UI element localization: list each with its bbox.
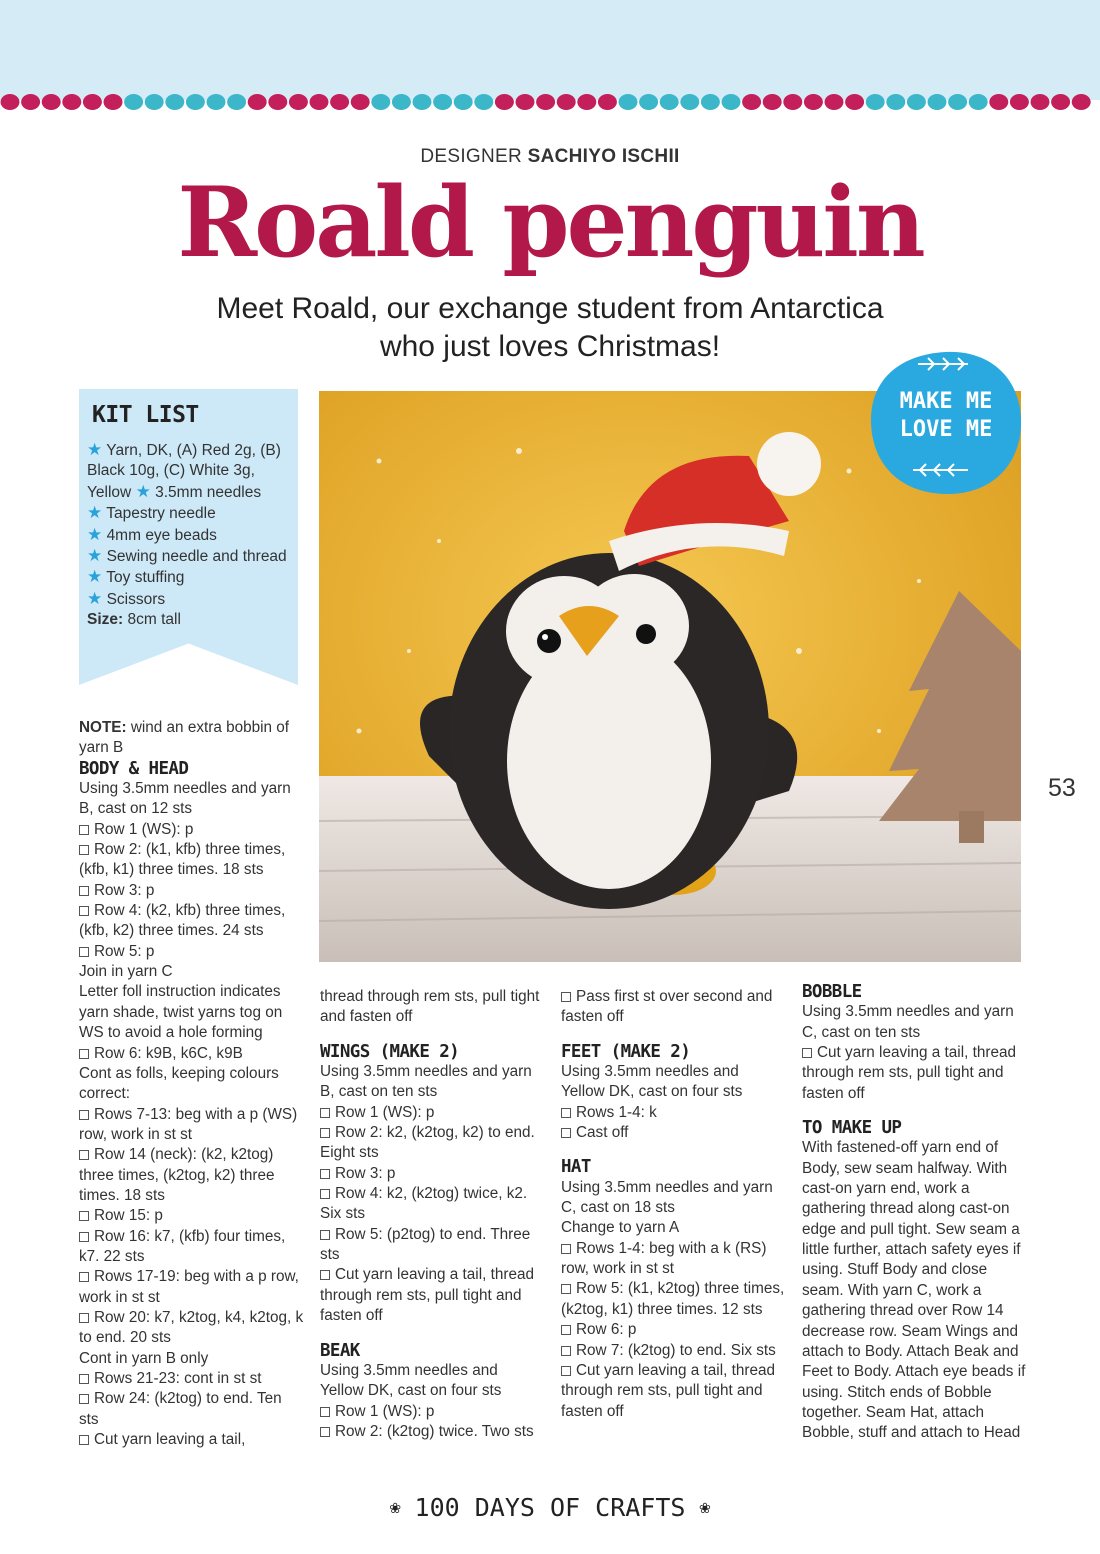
checkbox[interactable] [79,845,89,855]
row-text: Row 4: (k2, kfb) three times, (kfb, k2) three times. 24 sts [79,902,286,940]
heading-bobble: BOBBLE [802,982,862,1002]
row-item [320,1422,545,1442]
checkbox[interactable] [561,1325,571,1335]
instruction: thread through rem sts, pull tight and fasten off [320,988,540,1026]
star-icon: ★ [135,481,151,501]
scallop-dot [454,94,473,110]
scallop-dot [639,94,658,110]
checkbox[interactable] [79,1313,89,1323]
scallop-dot [145,94,164,110]
column-2 [320,987,545,1442]
heading-make-up: TO MAKE UP [802,1118,902,1139]
scallop-dot [1031,94,1050,110]
scallop-dot [248,94,267,110]
scallop-dot [474,94,493,110]
checkbox[interactable] [79,1232,89,1242]
row-text: Row 2: (k1, kfb) three times, (kfb, k1) three times. 18 sts [79,841,286,879]
scallop-dot [742,94,761,110]
scallop-dot [124,94,143,110]
scallop-dot [701,94,720,110]
kit-list-title: KIT LIST [92,402,199,428]
checkbox[interactable] [79,1049,89,1059]
scallop-dot [989,94,1008,110]
footer [0,1493,1100,1522]
checkbox[interactable] [79,1150,89,1160]
heading-wings: WINGS (MAKE 2) [320,1041,460,1062]
checkbox[interactable] [561,1346,571,1356]
checkbox[interactable] [79,825,89,835]
row-item [561,987,786,1028]
scallop-dot [907,94,926,110]
row-item [79,820,304,840]
checkbox[interactable] [561,1108,571,1118]
heading-body-head: BODY & HEAD [79,758,189,779]
scallop-dot [371,94,390,110]
column-4 [802,982,1032,1444]
kit-item: 4mm eye beads [106,526,217,544]
checkbox[interactable] [79,1110,89,1120]
instruction: Using 3.5mm needles and yarn C, cast on ten sts [802,1003,1014,1041]
row-item [320,1123,545,1164]
checkbox[interactable] [79,1394,89,1404]
kit-item: Yarn, DK, (A) Red 2g, (B) Black 10g, (C) White 3g, Yellow [87,442,281,501]
instruction: Letter foll instruction indicates yarn shade, twist yarns tog on WS to avoid a hole forming [79,983,283,1042]
checkbox[interactable] [320,1108,330,1118]
scallop-dot [825,94,844,110]
instruction: Using 3.5mm needles and yarn C, cast on 18 sts [561,1178,773,1217]
row-text: Row 2: k2, (k2tog, k2) to end. Eight sts [320,1124,535,1162]
star-icon: ★ [87,588,103,608]
row-text: Row 3: p [335,1164,396,1182]
scallop-dot [495,94,514,110]
instruction: Join in yarn C [79,963,173,981]
row-item [79,1369,304,1389]
scallop-dot [845,94,864,110]
column-3 [561,987,786,1422]
scallop-dot [948,94,967,110]
row-item [320,1225,545,1266]
instruction: Using 3.5mm needles and Yellow DK, cast on four sts [320,1361,502,1400]
row-text: Pass first st over second and fasten off [561,988,773,1026]
note-text: wind an extra bobbin of yarn B [79,719,290,757]
checkbox[interactable] [79,1374,89,1384]
scallop-dot [804,94,823,110]
checkbox[interactable] [79,1272,89,1282]
checkbox[interactable] [320,1128,330,1138]
scallop-dot [351,94,370,110]
scallop-dot [62,94,81,110]
checkbox[interactable] [320,1270,330,1280]
star-icon: ★ [87,546,103,566]
checkbox[interactable] [79,906,89,916]
row-item [561,1279,786,1320]
heading-feet: FEET (MAKE 2) [561,1041,691,1062]
star-icon: ★ [87,524,103,544]
scallop-dot [21,94,40,110]
scallop-dot [660,94,679,110]
scallop-dot [969,94,988,110]
kit-item: Tapestry needle [106,505,216,523]
row-text: Cut yarn leaving a tail, thread through rem sts, pull tight and fasten off [320,1266,534,1325]
flower-icon: ❀ [699,1497,711,1518]
row-text: Cast off [576,1124,629,1142]
checkbox[interactable] [79,1211,89,1221]
note-label: NOTE: [79,719,127,736]
scallop-dot [330,94,349,110]
row-text: Row 1 (WS): p [94,820,194,838]
badge-line2: LOVE ME [899,417,993,442]
row-text: Row 7: (k2tog) to end. Six sts [576,1341,776,1359]
instruction: With fastened-off yarn end of Body, sew seam halfway. With cast-on yarn end, work a gathering thread along cast-on edge and pull tight. Sew seam a little further, attach safety eyes if using. Stuff Body and close seam. With yarn C, work a gathering thread over Row 14 decrease row. Seam Wings and attach to Body. Attach Beak and Feet to Body. Attach eye beads if using. Stitch ends of Bobble together. Seam Hat, attach Bobble, stuff and attach to Head [802,1139,1026,1442]
row-item [320,1103,545,1123]
scallop-dot [433,94,452,110]
checkbox[interactable] [561,1128,571,1138]
row-text: Rows 21-23: cont in st st [94,1370,262,1387]
checkbox[interactable] [79,1435,89,1445]
row-text: Row 6: k9B, k6C, k9B [94,1044,243,1062]
checkbox[interactable] [79,947,89,957]
instruction: Using 3.5mm needles and yarn B, cast on 12 sts [79,780,291,818]
row-text: Row 3: p [94,881,155,899]
row-text: Row 16: k7, (kfb) four times, k7. 22 sts [79,1227,286,1265]
row-item [802,1043,1032,1104]
row-text: Cut yarn leaving a tail, thread through rem sts, pull tight and fasten off [802,1044,1016,1102]
instruction: Using 3.5mm needles and yarn B, cast on ten sts [320,1063,532,1101]
row-text: Cut yarn leaving a tail, thread through rem sts, pull tight and fasten off [561,1361,775,1420]
row-item [79,1145,304,1206]
row-item [561,1320,786,1340]
subtitle-line: Meet Roald, our exchange student from Antarctica [216,292,884,325]
row-item [561,1123,786,1143]
scallop-dot [763,94,782,110]
scallop-dot [866,94,885,110]
scallop-dot [536,94,555,110]
scallop-dot [598,94,617,110]
scallop-dot [928,94,947,110]
scallop-dot [1010,94,1029,110]
row-text: Row 5: (p2tog) to end. Three sts [320,1225,531,1264]
row-item [561,1361,786,1422]
scallop-dot [186,94,205,110]
row-item [320,1184,545,1225]
scallop-dot [557,94,576,110]
instruction: Cont as folls, keeping colours correct: [79,1064,279,1103]
scallop-dot [392,94,411,110]
checkbox[interactable] [802,1048,812,1058]
scallop-dot [619,94,638,110]
scallop-dot [83,94,102,110]
checkbox[interactable] [561,1284,571,1294]
row-text: Cut yarn leaving a tail, [94,1431,246,1449]
checkbox[interactable] [320,1407,330,1417]
row-text: Row 1 (WS): p [335,1103,435,1121]
checkbox[interactable] [320,1427,330,1437]
scallop-dot [516,94,535,110]
row-text: Row 5: (k1, k2tog) three times, (k2tog, k1) three times. 12 sts [561,1280,785,1318]
subtitle [150,290,950,366]
scallop-dot [165,94,184,110]
kit-item: Scissors [106,590,166,608]
row-text: Rows 7-13: beg with a p (WS) row, work in st st [79,1105,298,1143]
row-item [79,1389,304,1430]
checkbox[interactable] [561,1244,571,1254]
page-title: Roald penguin [177,166,923,279]
row-text: Rows 1-4: k [576,1103,657,1121]
scallop-dot [289,94,308,110]
designer-label: DESIGNER [420,146,523,167]
size-value: 8cm tall [127,611,181,628]
scallop-dot [1,94,20,110]
footer-text: 100 DAYS OF CRAFTS [414,1493,686,1522]
row-item [79,1430,304,1450]
row-item [79,1267,304,1308]
row-item [79,942,304,962]
scallop-dot [207,94,226,110]
row-item [561,1341,786,1361]
scallop-dot [722,94,741,110]
row-text: Row 20: k7, k2tog, k4, k2tog, k to end. 20 sts [79,1308,304,1347]
row-item [79,1308,304,1349]
row-text: Row 6: p [576,1321,637,1339]
row-item [79,1206,304,1226]
star-icon: ★ [87,567,103,587]
row-item [320,1164,545,1184]
star-icon: ★ [87,503,103,523]
row-item [79,901,304,942]
designer-credit [0,146,1100,168]
row-item [79,1227,304,1268]
column-1 [79,718,304,1450]
scallop-dot [413,94,432,110]
kit-list-items [87,440,292,610]
row-item [79,881,304,901]
checkbox[interactable] [79,886,89,896]
row-item [561,1239,786,1280]
scallop-dot [42,94,61,110]
row-item [320,1402,545,1422]
page-number: 53 [1048,774,1076,802]
row-item [561,1103,786,1123]
scallop-dot [1051,94,1070,110]
scallop-dot [268,94,287,110]
checkbox[interactable] [561,992,571,1002]
row-text: Row 5: p [94,942,155,960]
checkbox[interactable] [320,1189,330,1199]
row-text: Row 15: p [94,1207,163,1225]
scallop-dot [227,94,246,110]
flower-icon: ❀ [389,1497,401,1518]
scallop-dot [1072,94,1091,110]
row-text: Rows 17-19: beg with a p row, work in st st [79,1268,299,1306]
designer-name: SACHIYO ISCHII [527,146,680,167]
row-text: Row 14 (neck): (k2, k2tog) three times, (k2tog, k2) three times. 18 sts [79,1146,275,1204]
subtitle-line: who just loves Christmas! [379,330,721,363]
row-item [79,1105,304,1146]
size-label: Size: [87,611,124,628]
star-icon: ★ [87,440,103,459]
heading-hat: HAT [561,1157,591,1178]
row-item [320,1265,545,1326]
instruction: Change to yarn A [561,1219,680,1237]
kit-item: Toy stuffing [106,569,185,587]
scalloped-border [0,92,1100,112]
checkbox[interactable] [561,1366,571,1376]
top-band [0,0,1100,100]
instruction: Cont in yarn B only [79,1349,209,1367]
scallop-dot [886,94,905,110]
scallop-dot [577,94,596,110]
kit-item: Sewing needle and thread [106,548,287,566]
row-item [79,1044,304,1064]
scallop-dot [104,94,123,110]
row-text: Row 1 (WS): p [335,1402,435,1420]
scallop-dot [310,94,329,110]
scallop-dot [680,94,699,110]
kit-size [87,611,181,629]
checkbox[interactable] [320,1230,330,1240]
row-text: Row 24: (k2tog) to end. Ten sts [79,1390,282,1428]
make-me-love-me-badge [868,348,1024,498]
row-item [79,840,304,881]
heading-beak: BEAK [320,1340,360,1361]
kit-item: 3.5mm needles [155,483,262,501]
badge-line1: MAKE ME [899,389,993,414]
row-text: Rows 1-4: beg with a k (RS) row, work in st st [561,1239,767,1278]
scallop-dot [783,94,802,110]
row-text: Row 4: k2, (k2tog) twice, k2. Six sts [320,1185,528,1223]
instruction: Using 3.5mm needles and Yellow DK, cast on four sts [561,1063,743,1101]
row-text: Row 2: (k2tog) twice. Two sts [335,1422,534,1440]
checkbox[interactable] [320,1169,330,1179]
